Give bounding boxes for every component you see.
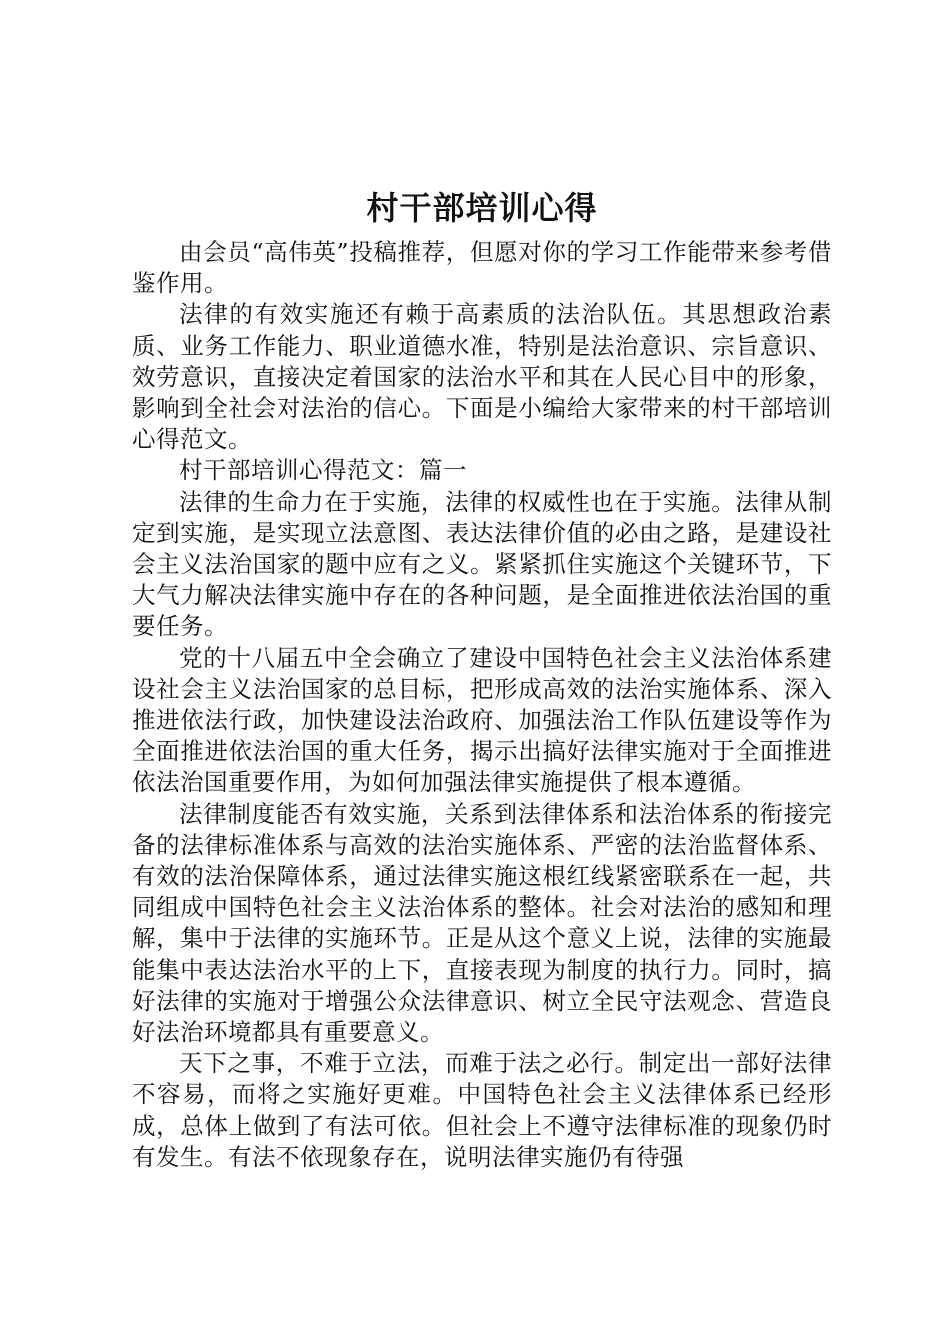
paragraph-body: 法律的生命力在于实施，法律的权威性也在于实施。法律从制定到实施，是实现立法意图、表达法律价值的必由之路，是建设社会主义法治国家的题中应有之义。紧紧抓住实施这个关键环节，下大气力解决法律实施中存在的各种问题，是全面推进依法治国的重要任务。: [132, 487, 832, 641]
document-page: [132, 183, 832, 1173]
paragraph-body: 天下之事，不难于立法，而难于法之必行。制定出一部好法律不容易，而将之实施好更难。中国特色社会主义法律体系已经形成，总体上做到了有法可依。但社会上不遵守法律标准的现象仍时有发生。有法不依现象存在，说明法律实施仍有待强: [132, 1049, 832, 1171]
paragraph-body: 党的十八届五中全会确立了建设中国特色社会主义法治体系建设社会主义法治国家的总目标，把形成高效的法治实施体系、深入推进依法行政，加快建设法治政府、加强法治工作队伍建设等作为全面推进依法治国的重大任务，揭示出搞好法律实施对于全面推进依法治国重要作用，为如何加强法律实施提供了根本遵循。: [132, 643, 832, 797]
section-heading: 村干部培训心得范文：篇一: [179, 456, 467, 485]
paragraph-summary: 法律的有效实施还有赖于高素质的法治队伍。其思想政治素质、业务工作能力、职业道德水准，特别是法治意识、宗旨意识、效劳意识，直接决定着国家的法治水平和其在人民心目中的形象，影响到全社会对法治的信心。下面是小编给大家带来的村干部培训心得范文。: [132, 300, 832, 454]
paragraph-body: 法律制度能否有效实施，关系到法律体系和法治体系的衔接完备的法律标准体系与高效的法治实施体系、严密的法治监督体系、有效的法治保障体系，通过法律实施这根红线紧密联系在一起，共同组成中国特色社会主义法治体系的整体。社会对法治的感知和理解，集中于法律的实施环节。正是从这个意义上说，法律的实施最能集中表达法治水平的上下，直接表现为制度的执行力。同时，搞好法律的实施对于增强公众法律意识、树立全民守法观念、营造良好法治环境都具有重要意义。: [132, 799, 832, 1047]
paragraph-intro: 由会员“高伟英”投稿推荐，但愿对你的学习工作能带来参考借鉴作用。: [132, 238, 832, 298]
document-title: 村干部培训心得: [366, 189, 598, 227]
